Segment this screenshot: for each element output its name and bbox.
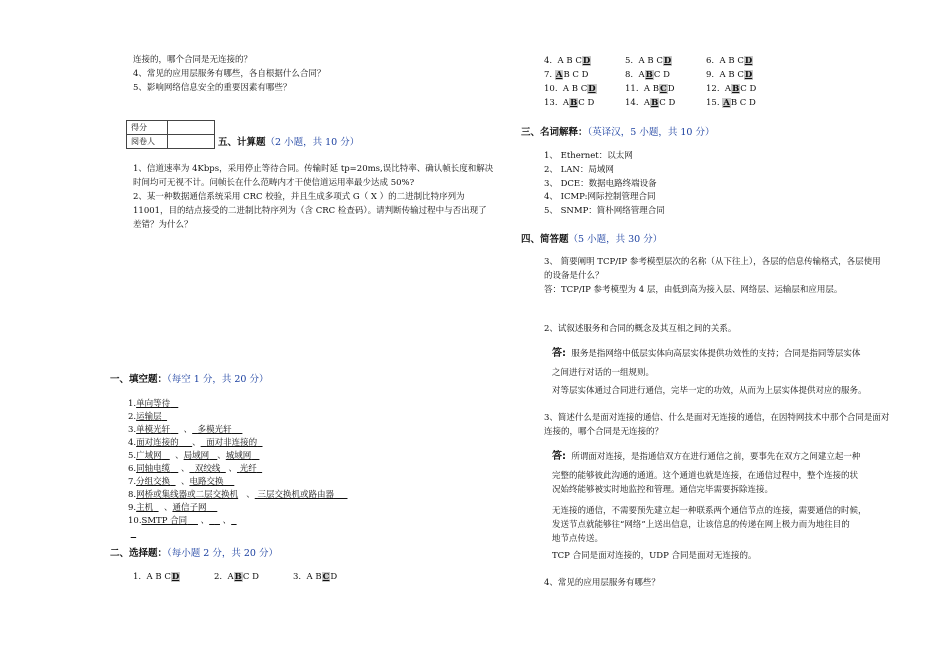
answer-blank: 通信子网 <box>172 503 207 513</box>
question-text: 4、常见的应用层服务有哪些？ <box>544 578 660 588</box>
section-heading <box>521 124 714 138</box>
fill-answer <box>128 398 178 411</box>
answer-label: 答: <box>552 451 566 462</box>
question-text: 的设备是什么？ <box>544 271 604 281</box>
item-number: 10. <box>128 516 142 526</box>
section-detail: （每空 1 分，共 20 分） <box>167 374 269 385</box>
choice-answer: 1. A B CD <box>133 572 180 582</box>
answer-blank: 局域网 <box>183 451 210 461</box>
choice-answer: 8. ABC D <box>625 70 670 80</box>
item-number: 3. <box>293 572 302 582</box>
answer-blank: 同轴电缆 <box>136 464 171 474</box>
choice-answer: 13. ABC D <box>544 98 595 108</box>
fill-answer <box>128 411 167 424</box>
answer-blank: 网桥或集线器或二层交换机 <box>136 490 239 500</box>
item-number: 6. <box>706 56 715 66</box>
answer-blank: 分组交换 <box>136 477 171 487</box>
item-number: 13. <box>544 98 558 108</box>
answer-text: 无连接的通信，不需要预先建立起一种联系两个通信节点的连接，需要通信的时候， <box>552 506 867 516</box>
answer-blank: SMTP 合同 <box>141 516 188 526</box>
selected-option: A <box>555 70 563 80</box>
calc-line: 时间均可无视不计。问帧长在什么范畴内才干使信道运用率最少达成 50%? <box>133 178 415 188</box>
choice-answer: 9. A B CD <box>706 70 753 80</box>
item-number: 5. <box>625 56 634 66</box>
section-detail: （每小题 2 分，共 20 分） <box>167 548 278 559</box>
choice-answer: 6. A B CD <box>706 56 753 66</box>
item-number: 2. <box>214 572 223 582</box>
score-label: 得分 <box>127 121 168 135</box>
answer-blank: 城域网 <box>225 451 252 461</box>
answer-line <box>552 451 860 463</box>
choice-answer: 2. ABC D <box>214 572 259 582</box>
item-number: 3. <box>128 425 137 435</box>
item-number: 6. <box>128 464 137 474</box>
answer-label: 答: <box>552 348 566 359</box>
answer-text: 答：TCP/IP 参考模型为 4 层，由低到高为接入层、网络层、运输层和应用层。 <box>544 285 843 295</box>
question-text: 5、影响网络信息安全的重要因素有哪些？ <box>133 83 292 93</box>
item-number: 1. <box>133 572 142 582</box>
selected-option: D <box>744 56 753 66</box>
answer-blank: 多模光轩 <box>197 425 232 435</box>
answer-blank: 电路交换 <box>189 477 224 487</box>
selected-option: C <box>660 84 667 94</box>
answer-blank: 单向等待 <box>136 399 171 409</box>
answer-text: 地节点传送。 <box>552 534 604 544</box>
answer-text: 所谓面对连接，是指通信双方在进行通信之前，要事先在双方之间建立起一种 <box>571 452 861 462</box>
section-heading <box>110 371 268 385</box>
answer-line <box>552 348 860 360</box>
fill-answer: 7.分组交换 、电路交换 <box>128 477 224 487</box>
fill-answer: 3.单模光轩 、 多模光轩 <box>128 425 232 435</box>
answer-blank: 运输层 <box>136 412 162 422</box>
answer-text: 发送节点就能够往“网络”上送出信息，让该信息的传递在网上极力而为地往目的 <box>552 520 850 530</box>
section-title: 四、简答题 <box>521 234 569 245</box>
choice-answer: 7. AB C D <box>544 70 589 80</box>
section-title: 三、名词解释： <box>521 127 588 138</box>
grader-cell <box>168 135 215 149</box>
answer-text: 对等层实体通过合同进行通信，完毕一定的功效，从而为上层实体提供对应的服务。 <box>552 386 867 396</box>
item-number: 10. <box>544 84 558 94</box>
term-item: 5、 SNMP：简朴网络管理合同 <box>544 206 665 216</box>
choice-answer: 15. AB C D <box>706 98 756 108</box>
choice-answer: 12. ABC D <box>706 84 757 94</box>
question-text: 3、简述什么是面对连接的通信、什么是面对无连接的通信，在因特网技术中那个合同是面对 <box>544 413 890 423</box>
fill-answer: 4.面对连接的 、 面对非连接的 <box>128 438 258 448</box>
item-number: 9. <box>128 503 137 513</box>
question-text: 4、常见的应用层服务有哪些，各自根据什么合同？ <box>133 69 326 79</box>
term-item: 1、 Ethernet：以太网 <box>544 151 633 161</box>
choice-answer: 5. A B CD <box>625 56 672 66</box>
item-number: 1. <box>128 399 137 409</box>
section-detail: （5 小题，共 30 分） <box>568 234 663 245</box>
section-heading <box>218 134 359 148</box>
choice-answer: 10. A B CD <box>544 84 596 94</box>
item-number: 7. <box>128 477 137 487</box>
fill-answer: 8.网桥或集线器或二层交换机 、 三层交换机或路由器 <box>128 490 334 500</box>
answer-text: 况始终能够被实时地监控和管理。通信完毕需要拆除连接。 <box>552 485 774 495</box>
selected-option: B <box>645 70 653 80</box>
fill-answer: 5.广域网 、局域网 、城域网 <box>128 451 252 461</box>
question-text: 2、试叙述服务和合同的概念及其互相之间的关系。 <box>544 324 737 334</box>
question-text: 连接的，哪个合同是无连接的？ <box>133 55 253 65</box>
choice-answer: 4. A B CD <box>544 56 591 66</box>
item-number: 2. <box>128 412 137 422</box>
question-text: 连接的，哪个合同是无连接的？ <box>544 427 664 437</box>
answer-text: 之间进行对话的一组规则。 <box>552 368 655 378</box>
item-number: 9. <box>706 70 715 80</box>
calc-line: 差错？为什么？ <box>133 220 193 230</box>
section-heading <box>110 545 278 559</box>
term-item: 2、 LAN：局域网 <box>544 165 614 175</box>
section-heading <box>521 231 662 245</box>
fill-answer: 9.主机 、通信子网 <box>128 503 207 513</box>
item-number: 12. <box>706 84 720 94</box>
item-number: 15. <box>706 98 720 108</box>
answer-blank: 单模光轩 <box>136 425 171 435</box>
item-number: 5. <box>128 451 137 461</box>
item-number: 4. <box>128 438 137 448</box>
selected-option: D <box>171 572 180 582</box>
answer-text: TCP 合同是面对连接的，UDP 合同是面对无连接的。 <box>552 551 757 561</box>
term-item: 4、 ICMP:网际控制管理合同 <box>544 192 656 202</box>
section-title: 一、填空题： <box>110 374 168 385</box>
section-title: 二、选择题： <box>110 548 168 559</box>
calc-line: 1、信道速率为 4Kbps，采用停止等待合同。传输时延 tp=20ms,误比特率、确认帧长度和解决 <box>133 164 494 174</box>
choice-answer: 3. A BCD <box>293 572 338 582</box>
item-number: 8. <box>625 70 634 80</box>
answer-blank: 主机 <box>136 503 154 513</box>
item-number: 7. <box>544 70 553 80</box>
grader-label: 阅卷人 <box>127 135 168 149</box>
calc-line: 2、某一种数据通信系统采用 CRC 校验，并且生成多项式 G（ X ）的二进制比特序列为 <box>133 192 465 202</box>
selected-option: D <box>588 84 596 94</box>
item-number: 4. <box>544 56 553 66</box>
answer-blank: 面对连接的 <box>136 438 179 448</box>
fill-answer: 10.SMTP 合同 、 、 <box>128 516 232 526</box>
selected-option: D <box>744 70 753 80</box>
choice-answer: 11. A BCD <box>625 84 675 94</box>
selected-option: D <box>582 56 591 66</box>
term-item: 3、 DCE：数据电路终端设备 <box>544 179 657 189</box>
selected-option: B <box>651 98 659 108</box>
selected-option: B <box>570 98 578 108</box>
fill-answer <box>128 528 136 541</box>
answer-blank: 广域网 <box>136 451 162 461</box>
score-cell <box>168 121 215 135</box>
answer-blank: 三层交换机或路由器 <box>257 490 334 500</box>
item-number: 8. <box>128 490 137 500</box>
answer-blank: 光纤 <box>239 464 257 474</box>
calc-line: 11001，目的结点接受的二进制比特序列为（含 CRC 检查码）。请判断传输过程中与否出现了 <box>133 206 487 216</box>
score-box <box>126 120 215 149</box>
answer-text: 服务是指网络中低层实体向高层实体提供功效性的支持；合同是指同等层实体 <box>571 349 861 359</box>
answer-blank: 双绞线 <box>194 464 221 474</box>
answer-blank: 面对非连接的 <box>206 438 258 448</box>
choice-answer: 14. ABC D <box>625 98 676 108</box>
section-detail: （2 小题，共 10 分） <box>265 137 360 148</box>
item-number: 11. <box>625 84 639 94</box>
fill-answer: 6.同轴电缆 、 双绞线 、 光纤 <box>128 464 257 474</box>
question-text: 3、 简要阐明 TCP/IP 参考模型层次的名称（从下往上），各层的信息传输格式，各层使用 <box>544 257 881 267</box>
selected-option: C <box>322 572 330 582</box>
answer-text: 完整的能够彼此沟通的通道。这个通道也就是连接，在通信过程中，整个连接的状 <box>552 471 859 481</box>
item-number: 14. <box>625 98 639 108</box>
selected-option: D <box>663 56 672 66</box>
selected-option: B <box>732 84 740 94</box>
selected-option: A <box>723 98 730 108</box>
section-detail: （英译汉，5 小题，共 10 分） <box>587 127 715 138</box>
selected-option: B <box>234 572 242 582</box>
section-title: 五、计算题 <box>218 137 266 148</box>
